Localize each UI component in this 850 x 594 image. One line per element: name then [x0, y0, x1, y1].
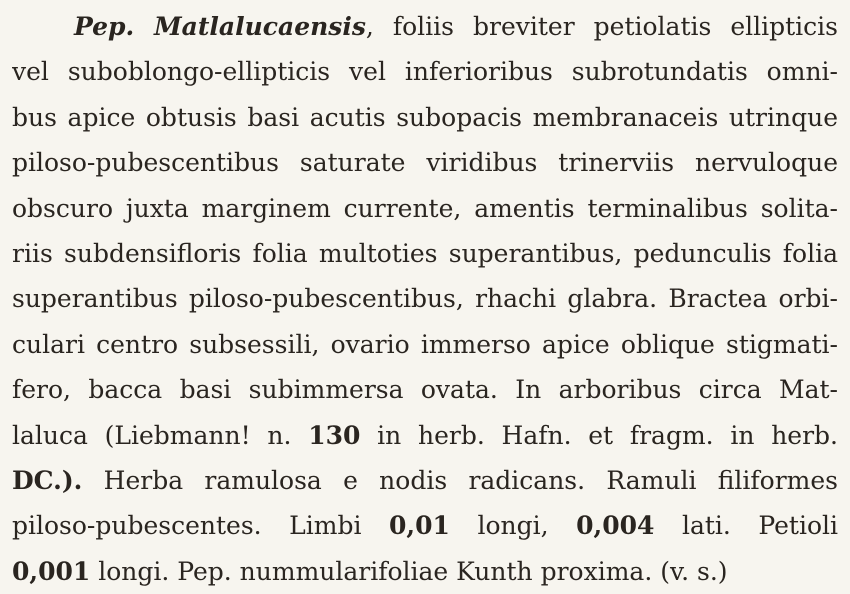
- text-line-7: superantibus piloso-pubescentibus, rhachi glabra. Bractea orbi-: [12, 284, 838, 314]
- text-line-6: riis subdensifloris folia multoties superantibus, pedunculis folia: [12, 238, 838, 268]
- text-line-11: DC.). Herba ramulosa e nodis radicans. Ramuli filiformes: [12, 465, 838, 495]
- species-name: Pep. Matlalucaensis: [74, 12, 366, 41]
- text-line-2: vel suboblongo-ellipticis vel inferioribus subrotundatis omni-: [12, 57, 838, 87]
- specimen-number: 130: [308, 420, 361, 450]
- text-line-9: fero, bacca basi subimmersa ovata. In arboribus circa Mat-: [12, 375, 838, 405]
- limb-length: 0,01: [389, 511, 450, 541]
- petiole-length: 0,001: [12, 556, 91, 586]
- text-line-1: Pep. Matlalucaensis, foliis breviter petiolatis ellipticis: [74, 12, 838, 41]
- text-line-12: piloso-pubescentes. Limbi 0,01 longi, 0,004 lati. Petioli: [12, 511, 838, 541]
- text-line-5: obscuro juxta marginem currente, amentis terminalibus solita-: [12, 193, 838, 223]
- text-line-13: 0,001 longi. Pep. nummularifoliae Kunth proxima. (v. s.): [12, 556, 728, 586]
- text-line-3: bus apice obtusis basi acutis subopacis membranaceis utrinque: [12, 102, 838, 132]
- text-line-10: lalucа (Liebmann! n. 130 in herb. Hafn. et fragm. in herb.: [12, 420, 838, 450]
- limb-width: 0,004: [576, 511, 655, 541]
- text-line-4: piloso-pubescentibus saturate viridibus trinerviis nervuloque: [12, 148, 838, 178]
- text-line-8: culari centro subsessili, ovario immerso apice oblique stigmati-: [12, 329, 838, 359]
